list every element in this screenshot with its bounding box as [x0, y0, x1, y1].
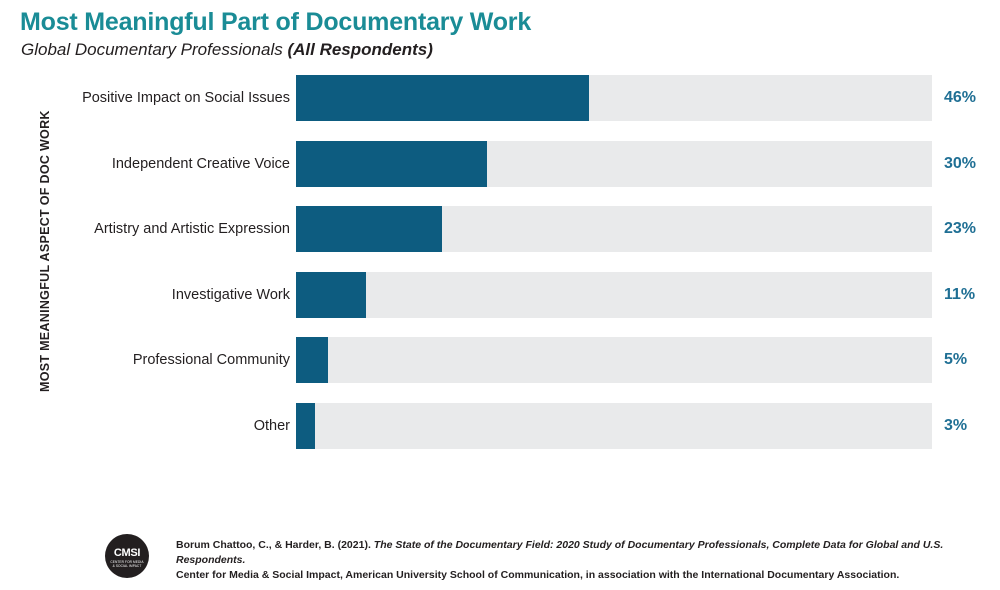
chart-row: [0, 75, 1000, 121]
bar-value-label: 46%: [944, 89, 977, 106]
page-subtitle: [21, 40, 433, 60]
bar: [296, 403, 315, 449]
bar: [296, 337, 328, 383]
y-axis-title: MOST MEANINGFUL ASPECT OF DOC WORK: [38, 110, 52, 392]
bar-value-label: 23%: [944, 220, 977, 237]
bar: [296, 75, 589, 121]
category-label: Positive Impact on Social Issues: [82, 90, 290, 106]
cmsi-logo: [105, 534, 167, 578]
chart-row: [0, 141, 1000, 187]
bar-track: [296, 403, 932, 449]
logo-wordmark: CMSI: [113, 547, 141, 559]
citation-line2: Center for Media & Social Impact, American University School of Communication, in association with the International Documentary Association.: [176, 569, 900, 581]
citation-text: [176, 538, 976, 583]
bar-value-label: 5%: [944, 351, 968, 368]
bar-track: [296, 272, 932, 318]
subtitle-bold: (All Respondents): [287, 40, 433, 59]
citation-line1-plain: Borum Chattoo, C., & Harder, B. (2021).: [176, 539, 374, 551]
category-label: Investigative Work: [171, 286, 290, 303]
chart-row: [0, 337, 1000, 383]
bar-track: [296, 337, 932, 383]
bar-track: [296, 141, 932, 187]
bar-track: [296, 75, 932, 121]
bar-chart: [0, 70, 1000, 470]
chart-footer: [0, 528, 1000, 590]
logo-subtext: CENTER FOR MEDIA & SOCIAL IMPACT: [110, 560, 144, 568]
bar: [296, 141, 487, 187]
bar-value-label: 11%: [944, 285, 976, 303]
bar-track: [296, 206, 932, 252]
subtitle-regular: Global Documentary Professionals: [21, 40, 288, 59]
page-title: Most Meaningful Part of Documentary Work: [20, 8, 532, 36]
citation-line1-italic: The State of the Documentary Field: 2020 Study of Documentary Professionals, Complete Data for Global and U.S. Respondents.: [176, 539, 944, 566]
bar: [296, 272, 366, 318]
bar: [296, 206, 442, 252]
chart-row: [0, 206, 1000, 252]
chart-row: [0, 272, 1000, 318]
chart-row: [0, 403, 1000, 449]
bar-value-label: 3%: [944, 416, 968, 434]
category-label: Professional Community: [132, 352, 290, 368]
category-label: Independent Creative Voice: [111, 155, 290, 172]
category-label: Other: [253, 417, 290, 434]
category-label: Artistry and Artistic Expression: [94, 221, 290, 237]
bar-value-label: 30%: [944, 154, 977, 172]
